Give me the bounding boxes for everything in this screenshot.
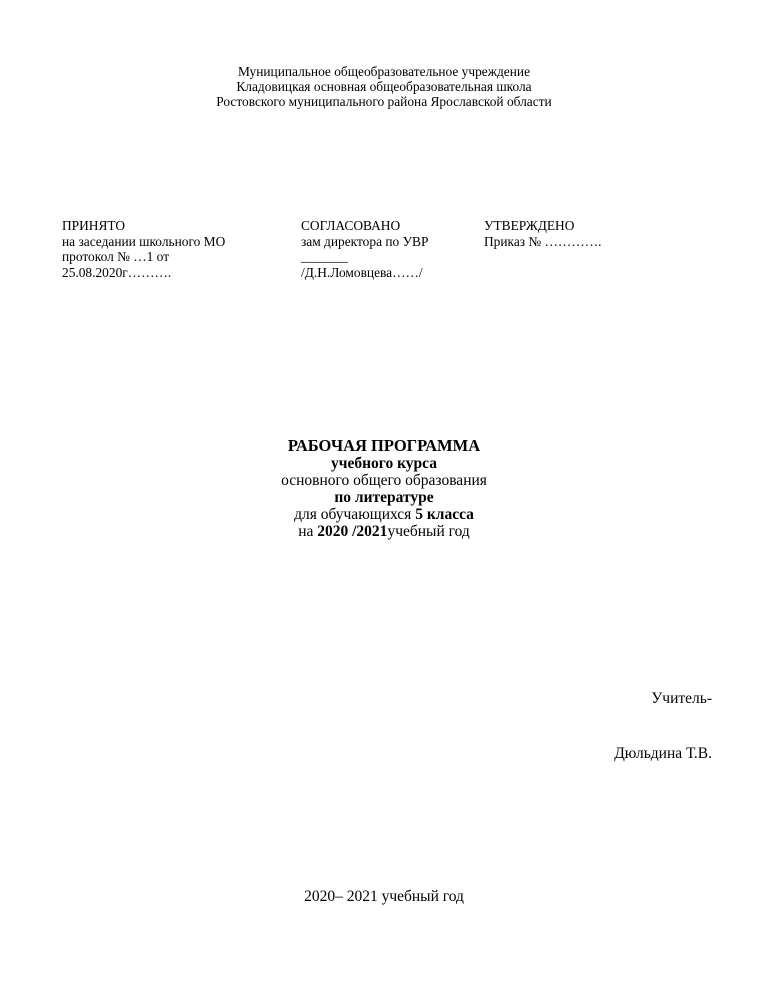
program-title: РАБОЧАЯ ПРОГРАММА <box>287 436 481 455</box>
institution-header <box>0 64 768 109</box>
institution-line-3: Ростовского муниципального района Ярославской области <box>216 94 552 109</box>
institution-line-2: Кладовицкая основная общеобразовательная школа <box>236 79 532 94</box>
approved-line-1: Приказ № …………. <box>484 233 602 249</box>
approved-title: УТВЕРЖДЕНО <box>484 218 575 233</box>
agreed-title: СОГЛАСОВАНО <box>301 218 401 233</box>
approved-block <box>484 218 601 249</box>
teacher-name: Дюльдина Т.В. <box>614 745 712 762</box>
program-year-prefix: на <box>298 523 318 540</box>
program-education: основного общего образования <box>281 472 487 489</box>
program-course: учебного курса <box>331 455 437 472</box>
institution-line-1: Муниципальное общеобразовательное учреждение <box>237 64 531 79</box>
agreed-line-1: зам директора по УВР <box>301 233 429 249</box>
agreed-signature-line: _______ <box>301 249 348 264</box>
program-audience <box>0 506 768 523</box>
program-title-block <box>0 436 768 540</box>
program-year <box>0 523 768 540</box>
program-audience-class: 5 класса <box>415 506 474 523</box>
agreed-block <box>301 218 428 280</box>
teacher-role: Учитель- <box>651 690 712 707</box>
program-audience-prefix: для обучающихся <box>294 506 416 523</box>
accepted-line-3: 25.08.2020г………. <box>62 264 172 280</box>
program-year-bold: 2020 /2021 <box>317 523 388 540</box>
program-subject: по литературе <box>334 489 434 506</box>
accepted-line-1: на заседании школьного МО <box>62 233 226 249</box>
accepted-block <box>62 218 225 280</box>
agreed-line-3: /Д.Н.Ломовцева……/ <box>301 264 423 280</box>
program-year-suffix: учебный год <box>387 523 470 540</box>
footer-year: 2020– 2021 учебный год <box>304 888 464 905</box>
accepted-line-2: протокол № …1 от <box>62 249 170 264</box>
accepted-title: ПРИНЯТО <box>62 218 126 233</box>
